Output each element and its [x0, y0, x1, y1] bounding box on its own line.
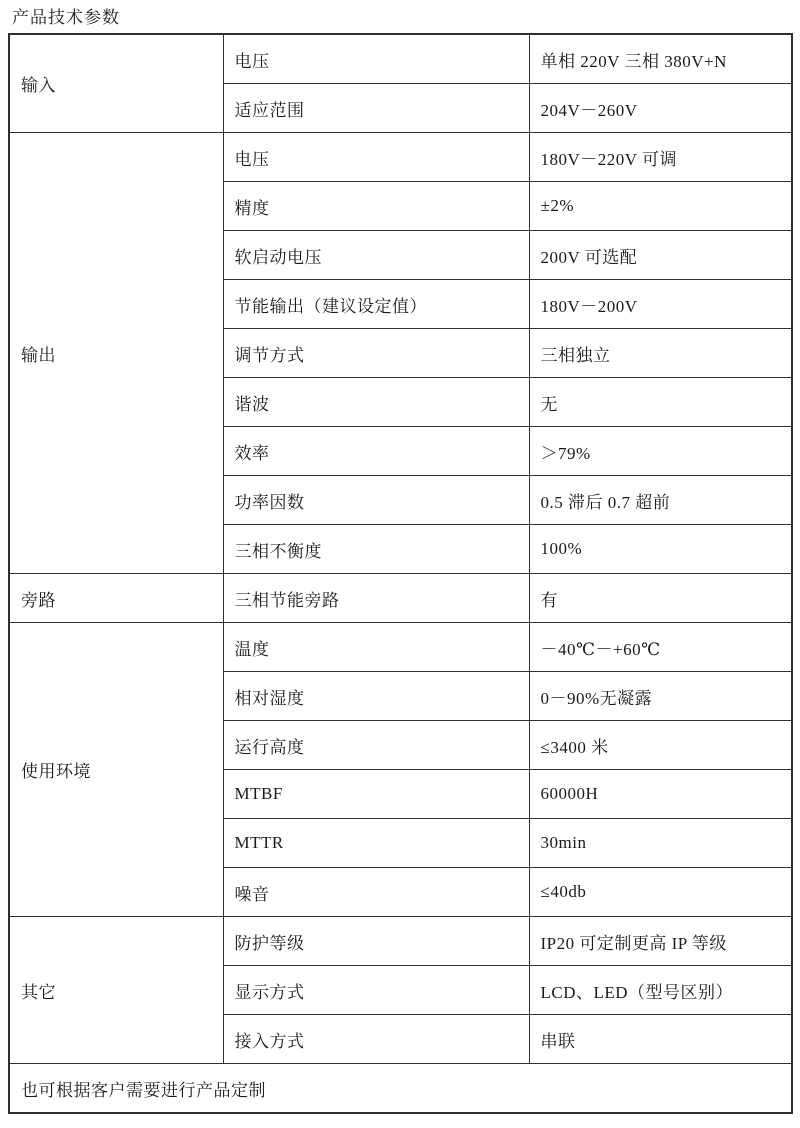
param-cell: MTBF: [223, 770, 529, 819]
page-title: 产品技术参数: [12, 8, 120, 27]
value-cell: IP20 可定制更高 IP 等级: [529, 917, 792, 966]
value-cell: －40℃－+60℃: [529, 623, 792, 672]
value-cell: 30min: [529, 819, 792, 868]
param-cell: 防护等级: [223, 917, 529, 966]
value-cell: 0－90%无凝露: [529, 672, 792, 721]
value-cell: 三相独立: [529, 329, 792, 378]
value-cell: ≤3400 米: [529, 721, 792, 770]
param-cell: 节能输出（建议设定值）: [223, 280, 529, 329]
param-cell: 接入方式: [223, 1015, 529, 1064]
value-cell: 204V－260V: [529, 84, 792, 133]
param-cell: 软启动电压: [223, 231, 529, 280]
param-cell: 调节方式: [223, 329, 529, 378]
spec-table-body: [9, 34, 792, 1113]
table-row: [9, 34, 792, 84]
param-cell: 效率: [223, 427, 529, 476]
group-label-cell: 输入: [9, 34, 223, 133]
param-cell: 电压: [223, 34, 529, 84]
value-cell: 无: [529, 378, 792, 427]
table-row: [9, 917, 792, 966]
group-label-cell: 使用环境: [9, 623, 223, 917]
table-row: [9, 623, 792, 672]
param-cell: 适应范围: [223, 84, 529, 133]
param-cell: 功率因数: [223, 476, 529, 525]
param-cell: 谐波: [223, 378, 529, 427]
param-cell: 温度: [223, 623, 529, 672]
value-cell: 200V 可选配: [529, 231, 792, 280]
value-cell: 180V－200V: [529, 280, 792, 329]
param-cell: 显示方式: [223, 966, 529, 1015]
param-cell: 三相不衡度: [223, 525, 529, 574]
value-cell: ≤40db: [529, 868, 792, 917]
value-cell: 单相 220V 三相 380V+N: [529, 34, 792, 84]
value-cell: LCD、LED（型号区别）: [529, 966, 792, 1015]
table-row: [9, 133, 792, 182]
value-cell: 180V－220V 可调: [529, 133, 792, 182]
group-label-cell: 旁路: [9, 574, 223, 623]
value-cell: 100%: [529, 525, 792, 574]
table-row: [9, 574, 792, 623]
param-cell: 精度: [223, 182, 529, 231]
footer-row: [9, 1064, 792, 1114]
param-cell: 电压: [223, 133, 529, 182]
group-label-cell: 输出: [9, 133, 223, 574]
footer-note: 也可根据客户需要进行产品定制: [9, 1064, 792, 1114]
value-cell: ＞79%: [529, 427, 792, 476]
value-cell: ±2%: [529, 182, 792, 231]
param-cell: 相对湿度: [223, 672, 529, 721]
group-label-cell: 其它: [9, 917, 223, 1064]
param-cell: 三相节能旁路: [223, 574, 529, 623]
param-cell: 噪音: [223, 868, 529, 917]
value-cell: 有: [529, 574, 792, 623]
param-cell: MTTR: [223, 819, 529, 868]
value-cell: 串联: [529, 1015, 792, 1064]
spec-table: [8, 33, 793, 1114]
value-cell: 60000H: [529, 770, 792, 819]
param-cell: 运行高度: [223, 721, 529, 770]
value-cell: 0.5 滞后 0.7 超前: [529, 476, 792, 525]
